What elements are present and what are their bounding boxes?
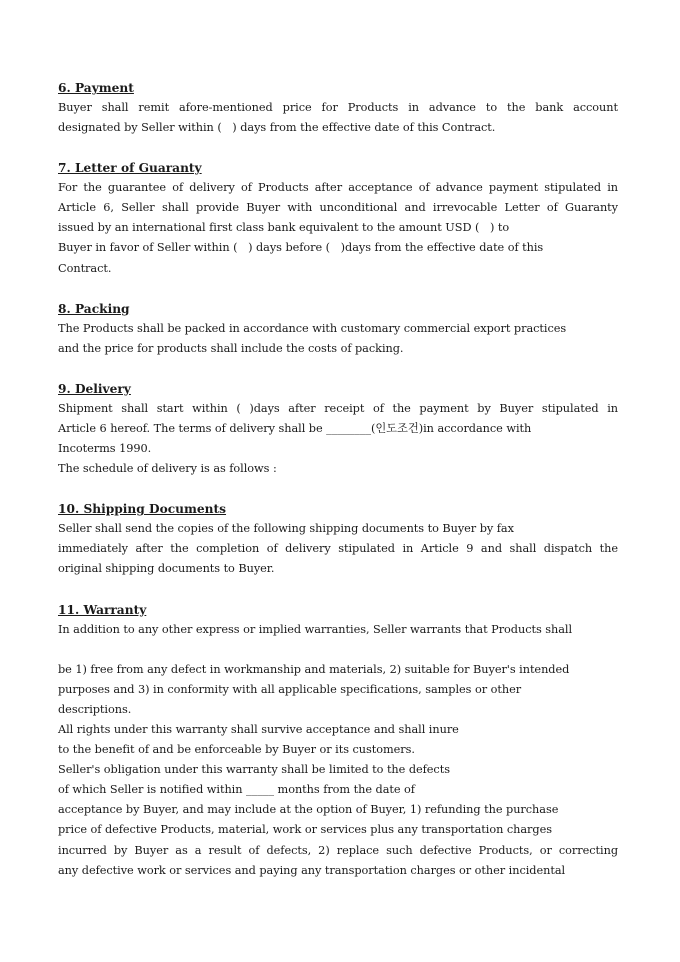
contract-page [58, 78, 618, 901]
text-line: For the guarantee of delivery of Products after acceptance of advance payment stipulated in [58, 181, 618, 195]
text-line: to the benefit of and be enforceable by Buyer or its customers. [58, 743, 415, 757]
text-line: acceptance by Buyer, and may include at the option of Buyer, 1) refunding the purchase [58, 803, 559, 817]
text-line: designated by Seller within ( ) days from the effective date of this Contract. [58, 121, 496, 135]
section-heading: 8. Packing [58, 301, 130, 316]
text-line: Buyer in favor of Seller within ( ) days before ( )days from the effective date of this [58, 241, 544, 255]
text-line: Article 6 hereof. The terms of delivery shall be ________(인도조건)in accordance with [58, 421, 532, 435]
text-line: any defective work or services and paying any transportation charges or other incidental [58, 863, 566, 877]
section-delivery [58, 379, 618, 479]
section-payment [58, 78, 618, 138]
text-line: and the price for products shall include the costs of packing. [58, 341, 404, 355]
text-line: purposes and 3) in conformity with all applicable specifications, samples or other [58, 682, 522, 696]
text-line: Seller shall send the copies of the following shipping documents to Buyer by fax [58, 522, 514, 536]
text-line: Shipment shall start within ( )days after receipt of the payment by Buyer stipulated in [58, 401, 618, 415]
section-warranty [58, 600, 618, 881]
section-heading: 11. Warranty [58, 602, 147, 617]
section-heading: 7. Letter of Guaranty [58, 161, 202, 176]
text-line: issued by an international first class bank equivalent to the amount USD ( ) to [58, 221, 510, 235]
text-line: Article 6, Seller shall provide Buyer with unconditional and irrevocable Letter of Guaranty [58, 201, 618, 215]
section-shipping-documents [58, 499, 618, 579]
section-packing [58, 299, 618, 359]
text-line: The schedule of delivery is as follows : [58, 462, 277, 476]
text-line: price of defective Products, material, work or services plus any transportation charges [58, 823, 552, 837]
text-line: incurred by Buyer as a result of defects, 2) replace such defective Products, or correcting [58, 843, 618, 857]
text-line: be 1) free from any defect in workmanship and materials, 2) suitable for Buyer's intended [58, 662, 570, 676]
text-line: Seller's obligation under this warranty shall be limited to the defects [58, 763, 450, 777]
section-heading: 10. Shipping Documents [58, 502, 227, 517]
text-line: descriptions. [58, 702, 132, 716]
section-heading: 6. Payment [58, 81, 134, 95]
blank-line [58, 640, 618, 660]
text-line: All rights under this warranty shall survive acceptance and shall inure [58, 722, 459, 736]
text-line: immediately after the completion of delivery stipulated in Article 9 and shall dispatch the [58, 542, 618, 556]
text-line: original shipping documents to Buyer. [58, 562, 275, 576]
section-letter-of-guaranty [58, 158, 618, 278]
text-line: Incoterms 1990. [58, 442, 152, 456]
text-line: of which Seller is notified within _____ months from the date of [58, 783, 415, 797]
section-heading: 9. Delivery [58, 381, 131, 396]
text-line: The Products shall be packed in accordance with customary commercial export practices [58, 321, 567, 335]
text-line: Buyer shall remit afore-mentioned price for Products in advance to the bank account [58, 101, 618, 114]
text-line: In addition to any other express or implied warranties, Seller warrants that Products shall [58, 622, 573, 636]
text-line: Contract. [58, 261, 112, 275]
